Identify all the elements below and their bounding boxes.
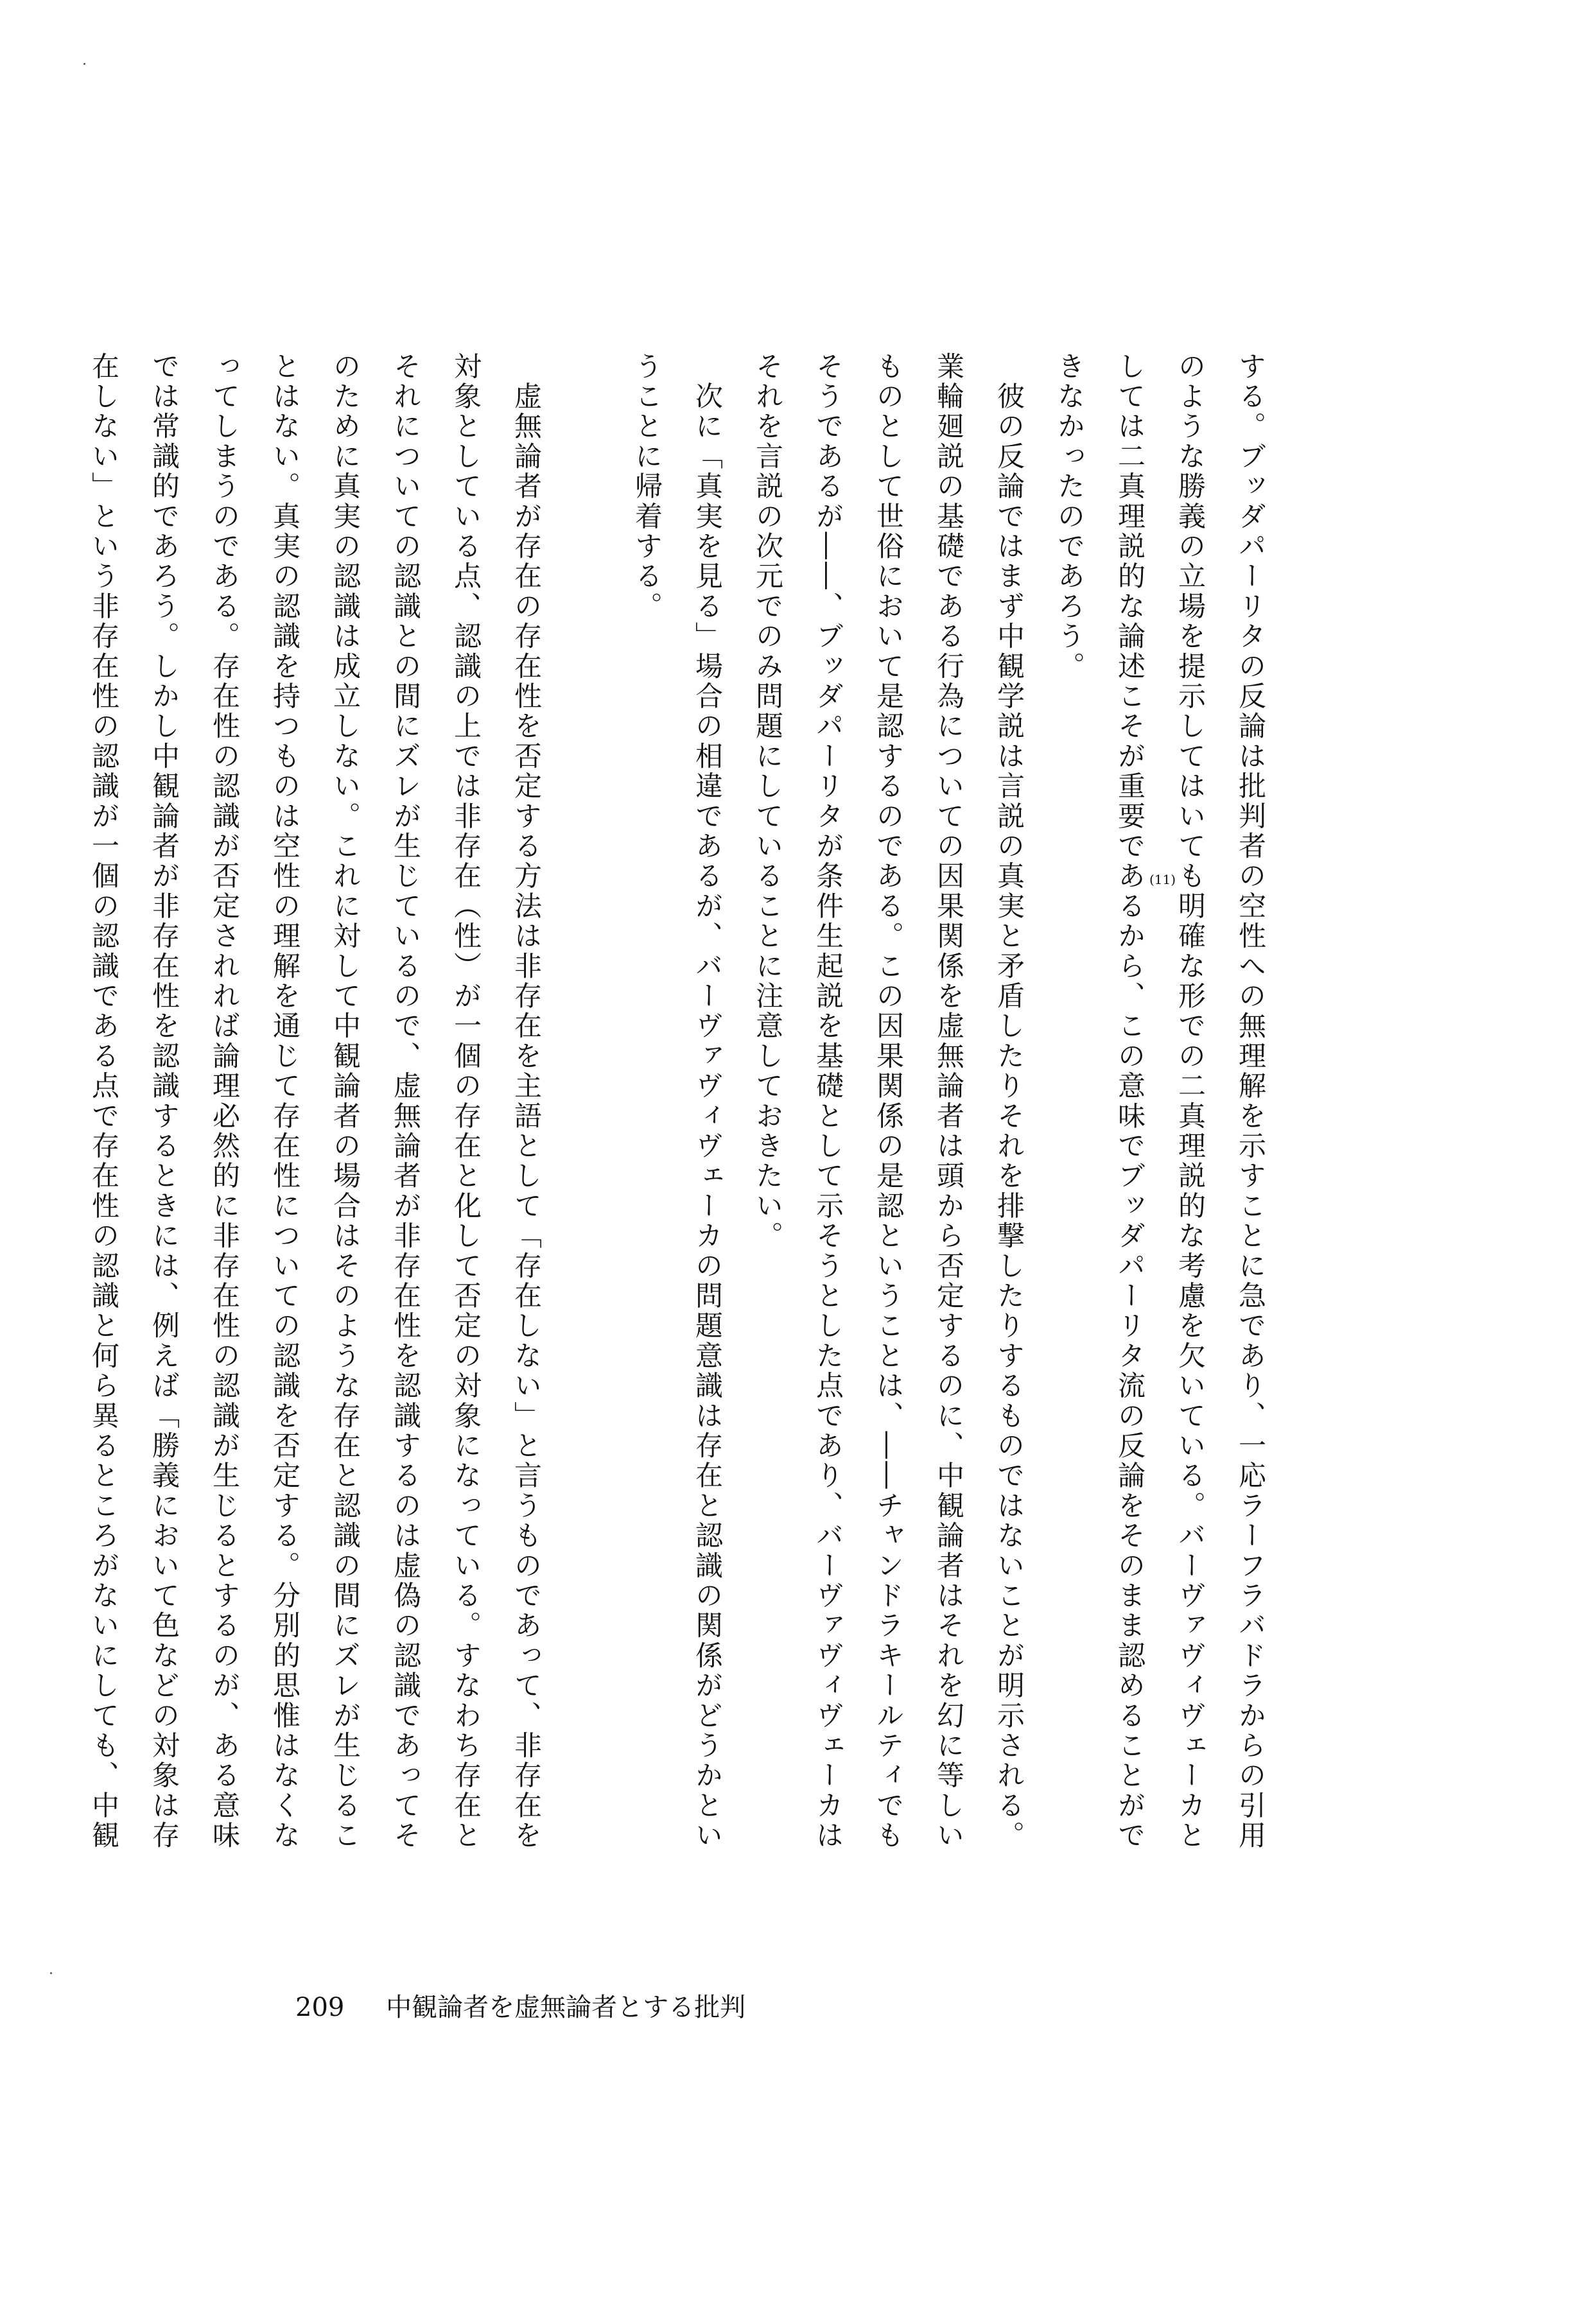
text-line: きなかったのであろう。 xyxy=(1053,352,1085,682)
text-line: する。ブッダパーリタの反論は批判者の空性への無理解を示すことに急であり、一応ラーフラバドラからの引用 xyxy=(1234,352,1266,1851)
text-line: とはない。真実の認識を持つものは空性の理解を通じて存在性についての認識を否定する。分別的思惟はなくな xyxy=(268,352,301,1851)
paragraph-gap xyxy=(556,352,616,1976)
running-title: 中観論者を虚無論者とする批判 xyxy=(386,1993,746,2022)
text-line: 虚無論者が存在の存在性を否定する方法は非存在を主語として「存在しない」と言うものであって、非存在を xyxy=(510,352,542,1851)
text-line: 彼の反論ではまず中観学説は言説の真実と矛盾したりそれを排撃したりするものではないことが明示される。 xyxy=(993,352,1025,1851)
scan-speck xyxy=(50,1972,52,1974)
text-line: うことに帰着する。 xyxy=(631,352,663,622)
text-line: それを言説の次元でのみ問題にしていることに注意しておきたい。 xyxy=(751,352,783,1251)
text-line: 次に「真実を見る」場合の相違であるが、バーヴァヴィヴェーカの問題意識は存在と認識の関係がどうかとい xyxy=(691,352,723,1851)
text-line: しては二真理説的な論述こそが重要であるから、この意味でブッダパーリタ流の反論をそのまま認めることがで xyxy=(1113,352,1146,1851)
text-line: では常識的であろう。しかし中観論者が非存在性を認識するときには、例えば「勝義において色などの対象は存 xyxy=(148,352,180,1851)
text-line: 在しない」という非存在性の認識が一個の認識である点で存在性の認識と何ら異るところがないにしても、中観 xyxy=(87,352,119,1851)
text-line: ものとして世俗において是認するのである。この因果関係の是認ということは、――チャンドラキールティでも xyxy=(872,352,904,1851)
page-number: 209 xyxy=(295,1993,345,2022)
text-line: 対象としている点、認識の上では非存在（性）が一個の存在と化して否定の対象になっている。すなわち存在と xyxy=(449,352,482,1851)
running-footer xyxy=(295,1987,745,2024)
text-line: のために真実の認識は成立しない。これに対して中観論者の場合はそのような存在と認識の間にズレが生じるこ xyxy=(329,352,361,1851)
text-line: それについての認識との間にズレが生じているので、虚無論者が非存在性を認識するのは虚偽の認識であってそ xyxy=(389,352,421,1851)
scan-speck xyxy=(83,63,85,65)
body-text xyxy=(87,352,1280,1976)
text-line: のような勝義の立場を提示してはいても明確な形での二真理説的な考慮を欠いている。バーヴァヴィヴェーカと xyxy=(1174,352,1206,1851)
text-line: ってしまうのである。存在性の認識が否定されれば論理必然的に非存在性の認識が生じるとするのが、ある意味 xyxy=(208,352,240,1851)
text-line: そうであるが――、ブッダパーリタが条件生起説を基礎として示そうとした点であり、バーヴァヴィヴェーカは xyxy=(812,352,844,1851)
text-line: 業輪廻説の基礎である行為についての因果関係を虚無論者は頭から否定するのに、中観論者はそれを幻に等しい xyxy=(932,352,964,1851)
footnote-marker: (11) xyxy=(1149,872,1176,887)
